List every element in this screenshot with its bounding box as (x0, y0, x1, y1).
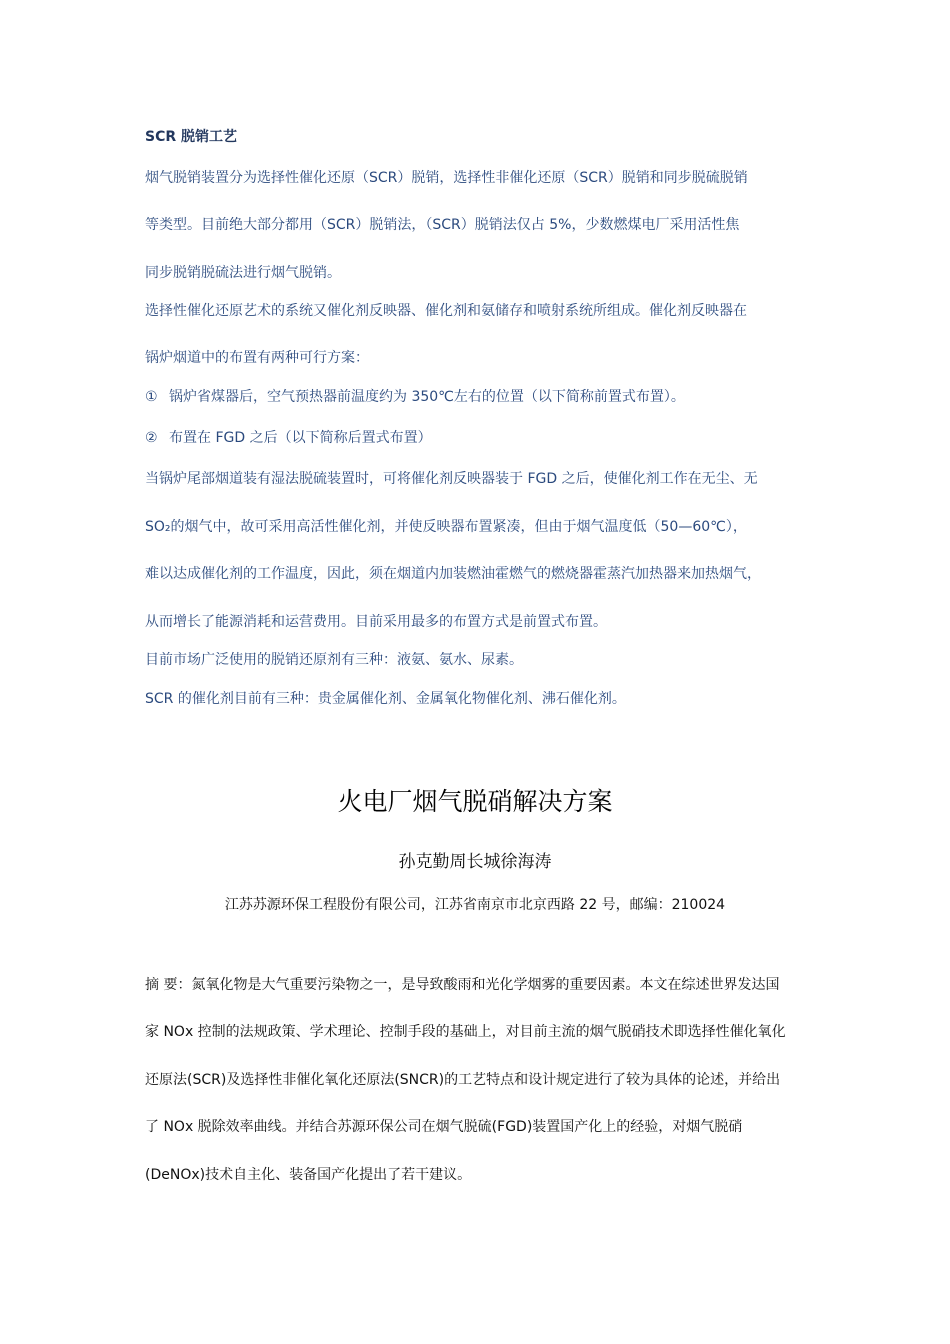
paper-affiliation: 江苏苏源环保工程股份有限公司，江苏省南京市北京西路 22 号，邮编：210024 (224, 897, 726, 913)
paragraph-line: SO₂的烟气中，故可采用高活性催化剂，并使反映器布置紧凑，但由于烟气温度低（50—60℃）， (145, 519, 747, 535)
paragraph-line: 选择性催化还原艺术的系统又催化剂反映器、催化剂和氨储存和喷射系统所组成。催化剂反映器在 (145, 303, 747, 319)
paragraph-line: 目前市场广泛使用的脱销还原剂有三种：液氨、氨水、尿素。 (145, 652, 523, 668)
paragraph-line: 从而增长了能源消耗和运营费用。目前采用最多的布置方式是前置式布置。 (145, 614, 607, 630)
paragraph-line: 等类型。目前绝大部分都用（SCR）脱销法，（SCR）脱销法仅占 5%，少数燃煤电厂采用活性焦 (145, 217, 740, 233)
paragraph-line: 锅炉烟道中的布置有两种可行方案： (145, 350, 369, 366)
section-heading: SCR 脱销工艺 (145, 129, 238, 145)
paper-title: 火电厂烟气脱硝解决方案 (337, 787, 613, 816)
option-marker: ② (145, 430, 158, 446)
option-item (145, 387, 685, 407)
paragraph-line: 烟气脱销装置分为选择性催化还原（SCR）脱销，选择性非催化还原（SCR）脱销和同步脱硫脱销 (145, 170, 748, 186)
abstract-line: 了 NOx 脱除效率曲线。并结合苏源环保公司在烟气脱硫(FGD)装置国产化上的经验，对烟气脱硝 (145, 1119, 743, 1135)
paragraph-line: SCR 的催化剂目前有三种：贵金属催化剂、金属氧化物催化剂、沸石催化剂。 (145, 691, 626, 707)
option-text: 布置在 FGD 之后（以下简称后置式布置） (169, 430, 432, 446)
paper-authors: 孙克勤周长城徐海涛 (398, 852, 552, 872)
option-item (145, 428, 432, 448)
abstract-line: (DeNOx)技术自主化、装备国产化提出了若干建议。 (145, 1167, 472, 1183)
paragraph-line: 当锅炉尾部烟道装有湿法脱硫装置时，可将催化剂反映器装于 FGD 之后，使催化剂工作在无尘、无 (145, 471, 758, 487)
option-text: 锅炉省煤器后，空气预热器前温度约为 350℃左右的位置（以下简称前置式布置）。 (169, 389, 685, 405)
paragraph-line: 同步脱销脱硫法进行烟气脱销。 (145, 265, 341, 281)
abstract-line: 家 NOx 控制的法规政策、学术理论、控制手段的基础上，对目前主流的烟气脱硝技术即选择性催化氧化 (145, 1024, 786, 1040)
option-marker: ① (145, 389, 158, 405)
abstract-line: 摘 要：氮氧化物是大气重要污染物之一，是导致酸雨和光化学烟雾的重要因素。本文在综述世界发达国 (145, 977, 780, 993)
paragraph-line: 难以达成催化剂的工作温度，因此，须在烟道内加装燃油霍燃气的燃烧器霍蒸汽加热器来加热烟气， (145, 566, 761, 582)
abstract-line: 还原法(SCR)及选择性非催化氧化还原法(SNCR)的工艺特点和设计规定进行了较为具体的论述，并给出 (145, 1072, 781, 1088)
